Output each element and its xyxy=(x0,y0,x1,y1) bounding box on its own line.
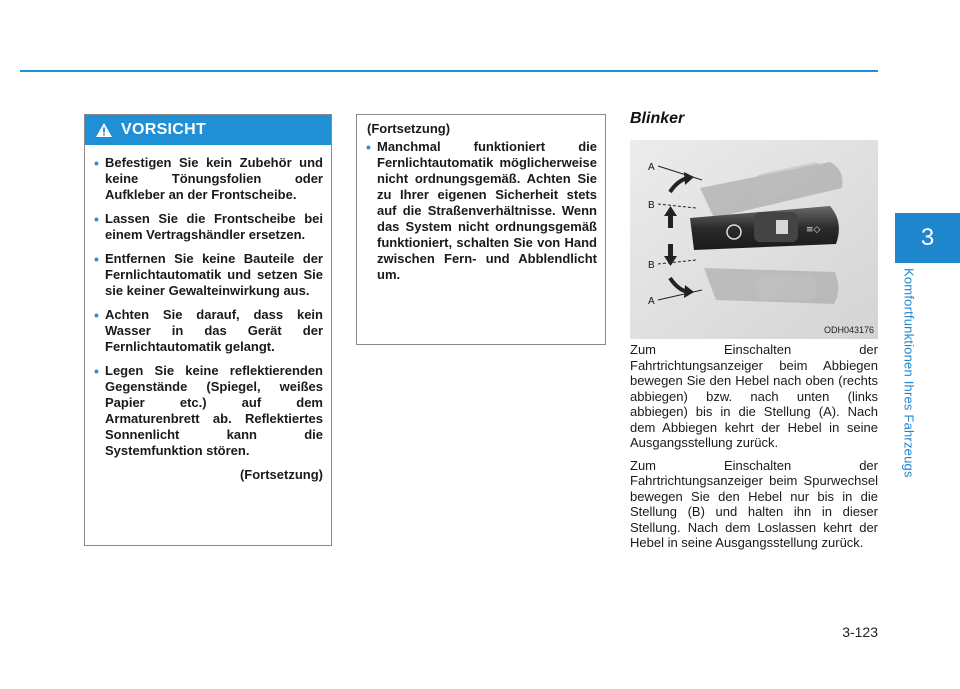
caution-item: • Entfernen Sie keine Bauteile der Fernlichtautomatik und setzen Sie sie keiner Gewalteinwirkung aus. xyxy=(95,251,323,299)
figure-code: ODH043176 xyxy=(823,325,874,335)
chapter-name: Komfortfunktionen Ihres Fahrzeugs xyxy=(901,268,917,478)
caution-item: • Legen Sie keine reflektierenden Gegenstände (Spiegel, weißes Papier etc.) auf dem Armaturenbrett ab. Reflektiertes Sonnenlicht kann die Systemfunktion stören. xyxy=(95,363,323,459)
continuation-list xyxy=(367,139,597,283)
svg-text:≡◇: ≡◇ xyxy=(806,225,821,235)
caution-item: • Befestigen Sie kein Zubehör und keine Tönungsfolien oder Aufkleber an der Frontscheibe. xyxy=(95,155,323,203)
figure-label: B xyxy=(648,260,655,271)
caution-box xyxy=(84,114,332,546)
continuation-item: • Manchmal funktioniert die Fernlichtautomatik möglicherweise nicht ordnungsgemäß. Achten Sie zu Ihrer eigenen Sicherheit stets auf die Straßenverhältnisse. Wenn das System nicht ordnungsgemäß funktioniert, schalten Sie von Hand zwischen Fern- und Abblendlicht um. xyxy=(367,139,597,283)
caution-list xyxy=(95,155,323,459)
warning-triangle-icon xyxy=(95,122,113,138)
figure-label: B xyxy=(648,200,655,211)
caution-title: VORSICHT xyxy=(121,121,207,138)
turn-signal-figure xyxy=(630,140,878,339)
caution-item: • Achten Sie darauf, dass kein Wasser in das Gerät der Fernlichtautomatik gelangt. xyxy=(95,307,323,355)
chapter-side-label xyxy=(897,268,921,494)
paragraph: Zum Einschalten der Fahrtrichtungsanzeiger beim Abbiegen bewegen Sie den Hebel nach oben (rechts abbiegen) bzw. nach unten (links abbiegen) bis in die Stellung (A). Nach dem Abbiegen kehrt der Hebel in seine Ausgangsstellung zurück. xyxy=(630,342,878,450)
caution-header xyxy=(85,115,331,145)
figure-label: A xyxy=(648,162,655,173)
continuation-title: (Fortsetzung) xyxy=(367,121,451,136)
caution-item: • Lassen Sie die Frontscheibe bei einem Vertragshändler ersetzen. xyxy=(95,211,323,243)
chapter-number-tab: 3 xyxy=(895,213,960,263)
figure-label: A xyxy=(648,296,655,307)
continued-note: (Fortsetzung) xyxy=(239,467,323,482)
section-title: Blinker xyxy=(630,110,685,127)
turn-signal-lever-illustration xyxy=(630,140,878,339)
blinker-description xyxy=(630,342,878,558)
continuation-box xyxy=(356,114,606,345)
page-number: 3-123 xyxy=(842,624,878,640)
paragraph: Zum Einschalten der Fahrtrichtungsanzeiger beim Spurwechsel bewegen Sie den Hebel nur bis in die Stellung (B) und halten ihn in dieser Stellung. Nach dem Loslassen kehrt der Hebel in seine Ausgangsstellung zurück. xyxy=(630,457,878,550)
header-rule xyxy=(20,70,878,72)
